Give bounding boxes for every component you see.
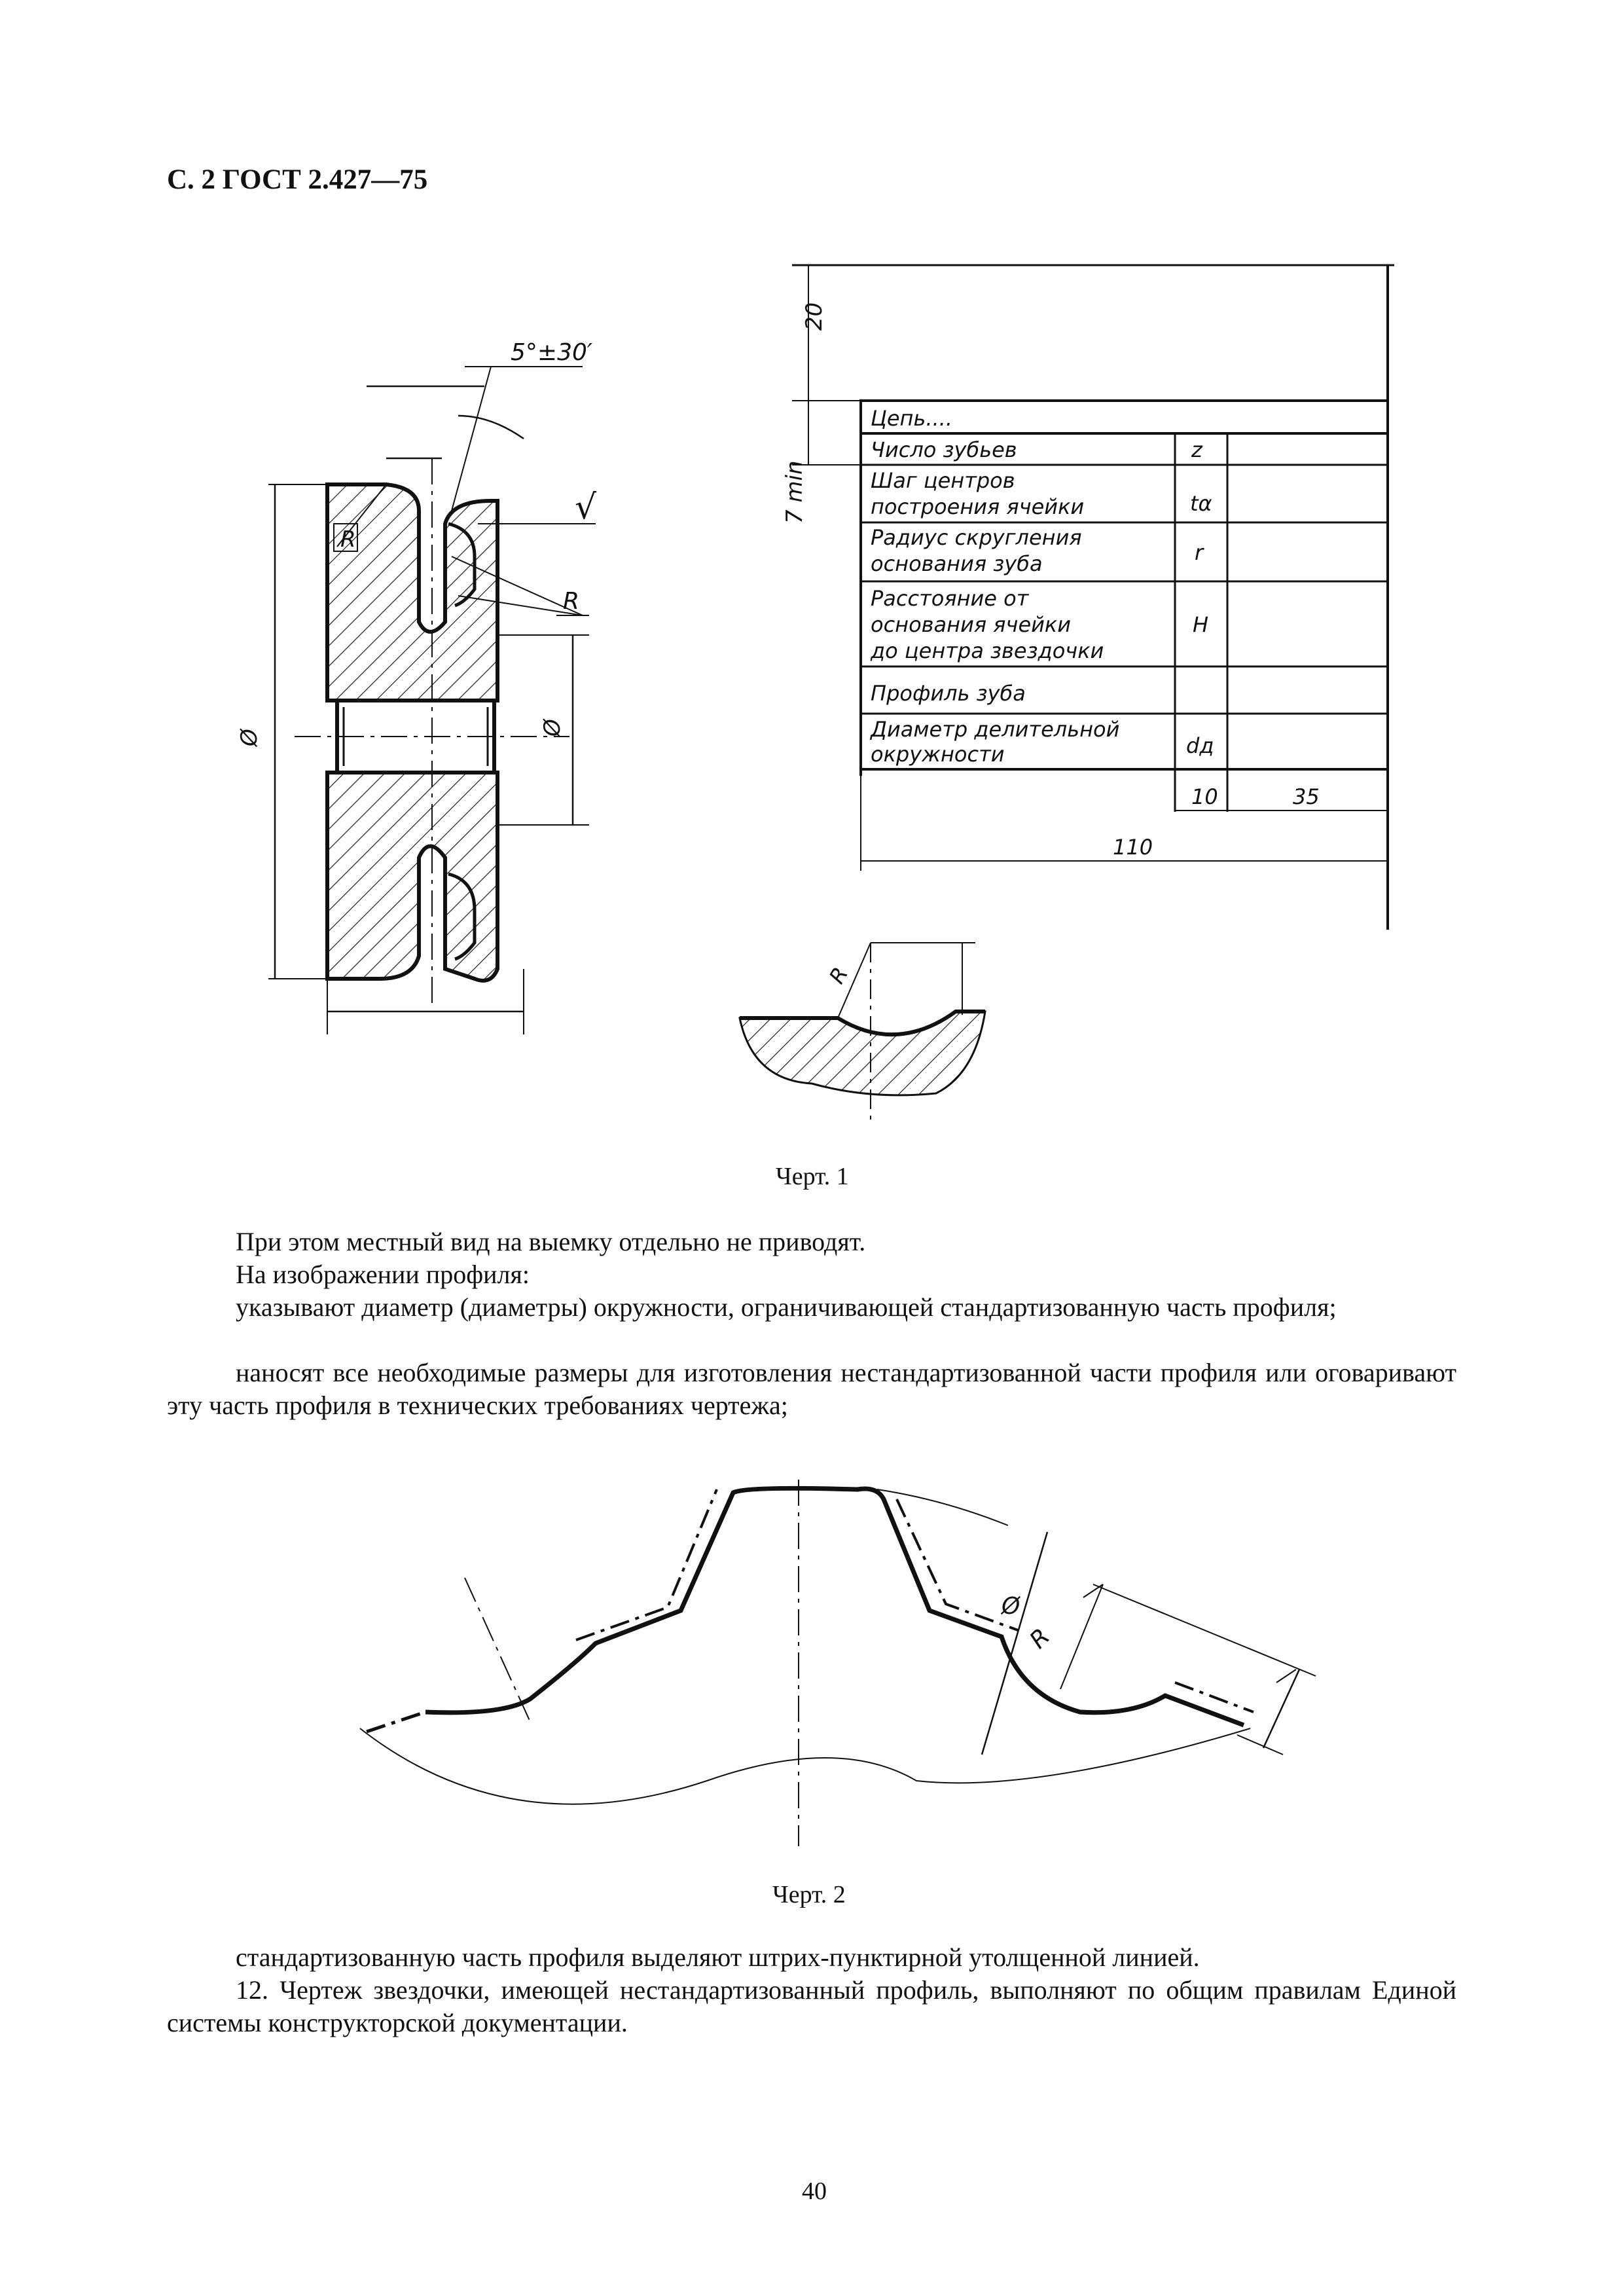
table-row-label: Профиль зуба xyxy=(871,681,1026,706)
radius-label-right: R xyxy=(563,588,580,615)
page-number: 40 xyxy=(802,2178,827,2205)
diameter-label-outer: Ø xyxy=(236,729,262,746)
table-row-label: Диаметр делительной xyxy=(871,717,1120,742)
diameter-label-bore: Ø xyxy=(539,719,566,737)
table-title: Цепь.... xyxy=(871,406,952,431)
table-row-label: Радиус скругления xyxy=(871,525,1082,550)
paragraph: указывают диаметр (диаметры) окружности, ограничивающей стандартизованную часть профиля; xyxy=(236,1292,1337,1322)
dim-top: 20 xyxy=(801,302,827,331)
paragraph: На изображении профиля: xyxy=(236,1260,530,1289)
tooth-base-detail xyxy=(740,943,985,1120)
paragraph: наносят все необходимые размеры для изготовления нестандартизованной части профиля или оговаривают эту часть профиля в технических требованиях чертежа; xyxy=(167,1358,1456,1420)
table-row-symbol: H xyxy=(1193,612,1209,637)
drawing-figure-1 xyxy=(216,249,1440,1139)
angle-label: 5°±30′ xyxy=(511,339,593,366)
dim-total: 110 xyxy=(1113,835,1153,860)
paragraph: стандартизованную часть профиля выделяют штрих-пунктирной утолщенной линией. xyxy=(236,1942,1200,1972)
figure-2-caption: Черт. 2 xyxy=(772,1881,846,1908)
drawing-figure-2 xyxy=(314,1453,1335,1859)
table-row-label: Расстояние от xyxy=(871,586,1029,611)
table-row-label: Число зубьев xyxy=(871,437,1017,462)
radius-label-left: R xyxy=(340,526,356,553)
table-row-label: основания зуба xyxy=(871,551,1043,576)
table-row-symbol: r xyxy=(1195,540,1204,565)
page-header: С. 2 ГОСТ 2.427—75 xyxy=(167,164,428,195)
dim-min: 7 min xyxy=(782,460,808,524)
detail-radius-label: R xyxy=(824,962,854,988)
table-row-label: построения ячейки xyxy=(871,494,1085,519)
paragraph: При этом местный вид на выемку отдельно не приводят. xyxy=(236,1227,866,1256)
diameter-label: Ø xyxy=(1002,1593,1020,1620)
table-row-label: Шаг центров xyxy=(871,468,1015,493)
dim-value-col: 35 xyxy=(1293,784,1320,809)
table-row-symbol: dд xyxy=(1186,733,1214,758)
sprocket-section xyxy=(268,367,596,1034)
paragraph: 12. Чертеж звездочки, имеющей нестандартизованный профиль, выполняют по общим правилам Единой системы конструкторской документации. xyxy=(167,1975,1456,2037)
figure-1-caption: Черт. 1 xyxy=(776,1163,849,1190)
table-row-label: окружности xyxy=(871,742,1005,767)
dim-symbol-col: 10 xyxy=(1191,784,1218,809)
table-row-label: до центра звездочки xyxy=(871,638,1104,663)
table-row-symbol: tα xyxy=(1190,491,1212,516)
table-row-label: основания ячейки xyxy=(871,612,1072,637)
tooth-profile xyxy=(360,1480,1316,1846)
roughness-mark: √ xyxy=(575,488,597,527)
table-row-symbol: z xyxy=(1191,437,1202,462)
radius-label: R xyxy=(1024,1623,1056,1654)
